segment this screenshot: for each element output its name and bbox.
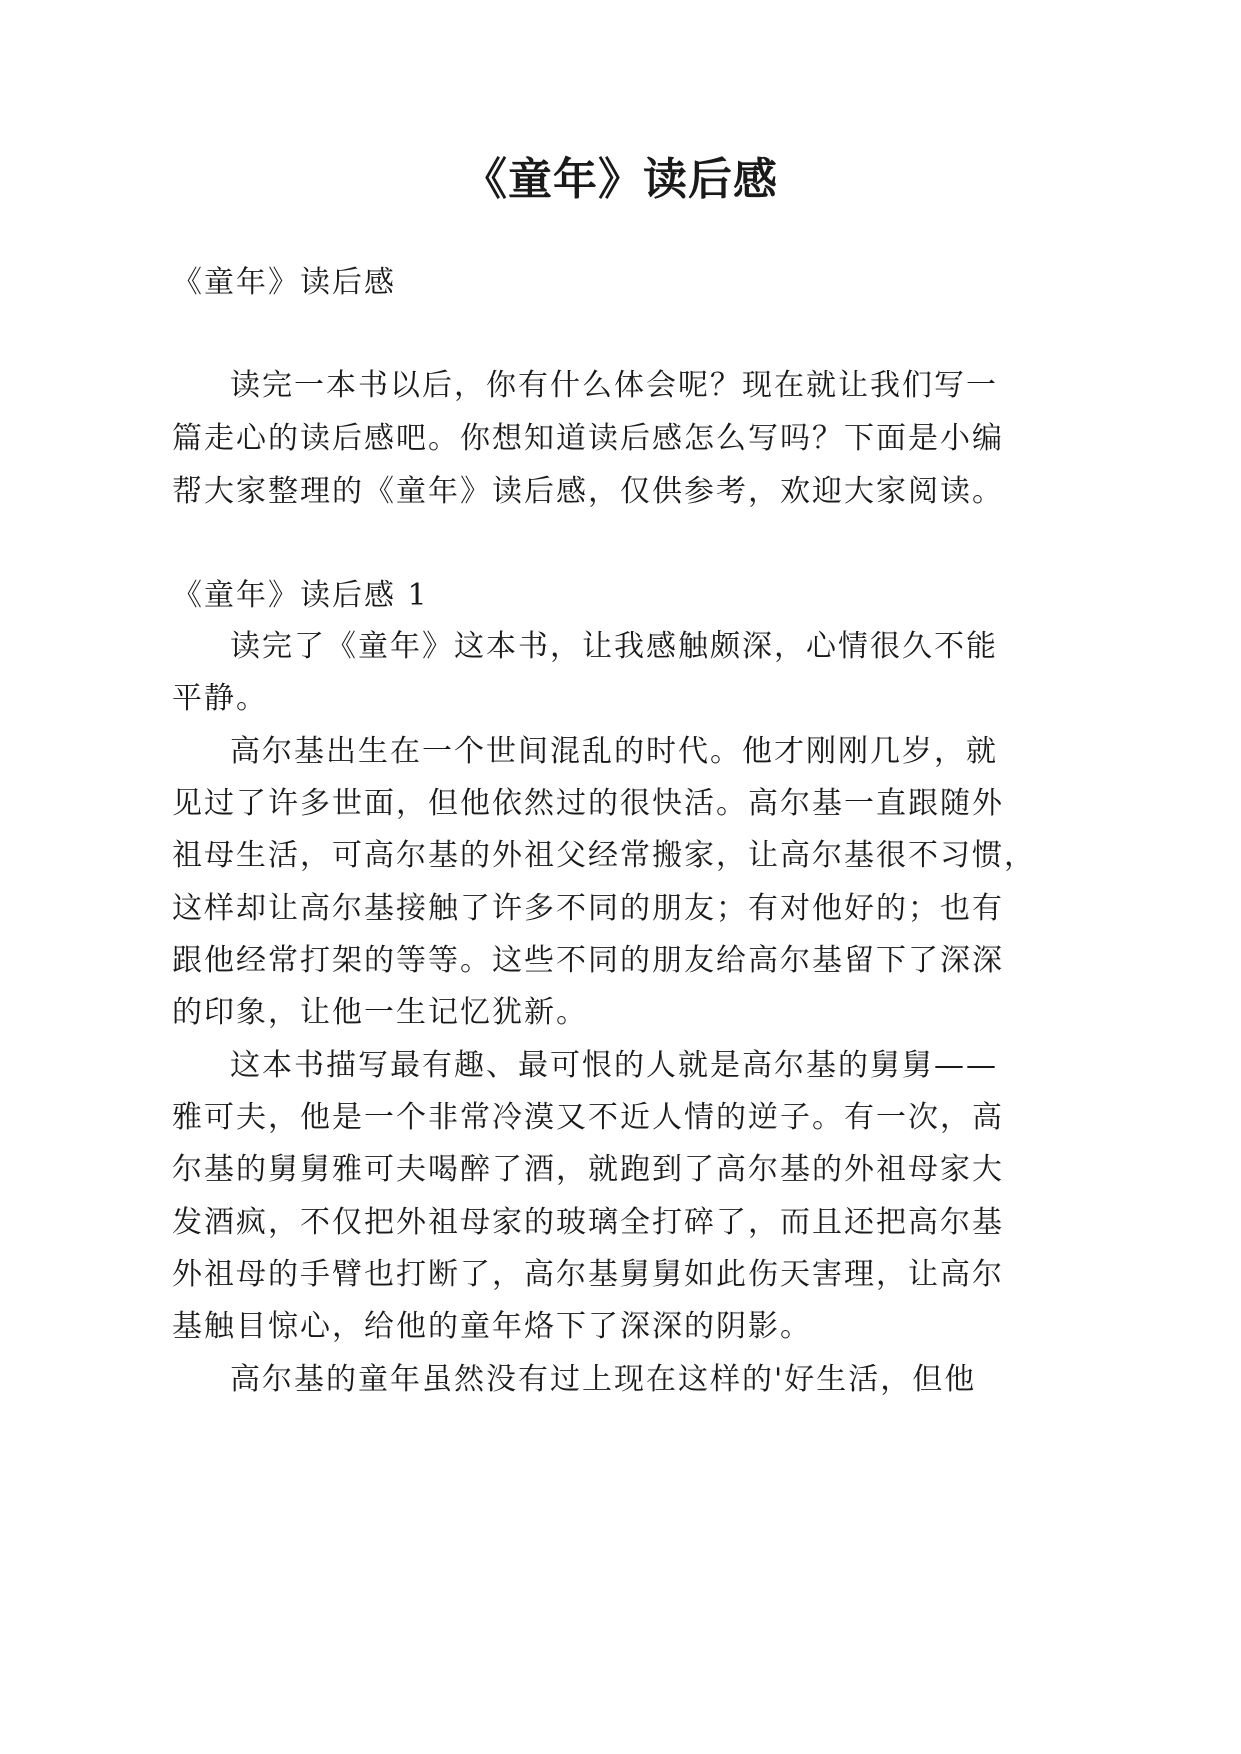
body-line: 尔基的舅舅雅可夫喝醉了酒，就跑到了高尔基的外祖母家大 [172, 1152, 1004, 1187]
intro-line: 读完一本书以后，你有什么体会呢？现在就让我们写一 [230, 368, 998, 403]
body-line: 祖母生活，可高尔基的外祖父经常搬家，让高尔基很不习惯， [172, 838, 1036, 873]
body-line: 这样却让高尔基接触了许多不同的朋友；有对他好的；也有 [172, 891, 1004, 926]
body-line: 读完了《童年》这本书，让我感触颇深，心情很久不能 [230, 629, 998, 664]
body-line: 平静。 [172, 681, 268, 716]
body-line: 雅可夫，他是一个非常冷漠又不近人情的逆子。有一次，高 [172, 1100, 1004, 1135]
body-line: 高尔基的童年虽然没有过上现在这样的'好生活，但他 [230, 1362, 977, 1397]
body-line: 高尔基出生在一个世间混乱的时代。他才刚刚几岁，就 [230, 734, 998, 769]
subtitle-line: 《童年》读后感 [172, 265, 396, 300]
body-line: 跟他经常打架的等等。这些不同的朋友给高尔基留下了深深 [172, 943, 1004, 978]
intro-line: 篇走心的读后感吧。你想知道读后感怎么写吗？下面是小编 [172, 421, 1004, 456]
body-line: 这本书描写最有趣、最可恨的人就是高尔基的舅舅—— [230, 1048, 998, 1083]
document-title: 《童年》读后感 [463, 154, 778, 205]
body-line: 见过了许多世面，但他依然过的很快活。高尔基一直跟随外 [172, 786, 1004, 821]
body-line: 外祖母的手臂也打断了，高尔基舅舅如此伤天害理，让高尔 [172, 1257, 1004, 1292]
body-line: 基触目惊心，给他的童年烙下了深深的阴影。 [172, 1309, 812, 1344]
section-heading: 《童年》读后感 1 [172, 578, 429, 613]
intro-line: 帮大家整理的《童年》读后感，仅供参考，欢迎大家阅读。 [172, 474, 1004, 509]
body-line: 的印象，让他一生记忆犹新。 [172, 995, 588, 1030]
body-line: 发酒疯，不仅把外祖母家的玻璃全打碎了，而且还把高尔基 [172, 1205, 1004, 1240]
